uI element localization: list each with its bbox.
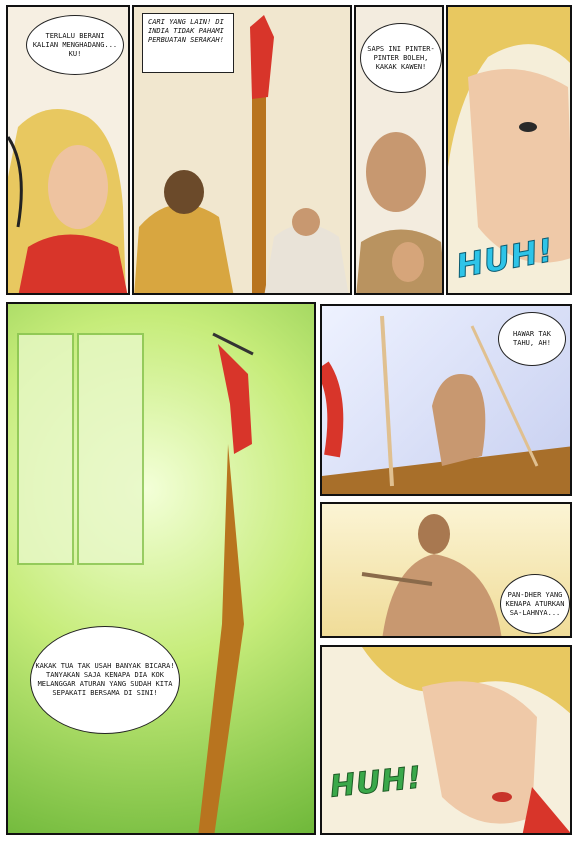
panel-7 — [320, 502, 572, 638]
panel-8 — [320, 645, 572, 835]
speech-bubble-5: KAKAK TUA TAK USAH BANYAK BICARA! TANYAKAN SAJA KENAPA DIA KOK MELANGGAR ATURAN YANG SUDAH KITA SEPAKATI BERSAMA DI SINI! — [30, 626, 180, 734]
panel-5 — [6, 302, 316, 835]
figure-on-pole — [250, 15, 274, 99]
face-shape — [48, 145, 108, 229]
warrior-back-left — [134, 204, 234, 295]
panel-3 — [354, 5, 444, 295]
panel-4 — [446, 5, 572, 295]
figure-on-pole — [218, 344, 252, 454]
pole-shape — [252, 67, 266, 295]
monk-torso — [382, 554, 502, 638]
speech-bubble-6: HAWAR TAK TAHU, AH! — [498, 312, 566, 366]
bald-monk-hand — [392, 242, 424, 282]
temple-pillar-right — [78, 334, 143, 564]
panel-8-art — [322, 647, 572, 835]
bald-monk-head — [366, 132, 426, 212]
speech-bubble-7: PAN-DHER YANG KENAPA ATURKAN SA-LAHNYA... — [500, 574, 570, 634]
panel-1 — [6, 5, 130, 295]
panel-6 — [320, 304, 572, 496]
temple-pillar-left — [18, 334, 73, 564]
warrior-head-right — [292, 208, 320, 236]
sfx-huh-bottom: HUH! — [328, 760, 424, 805]
ribbon-shape — [213, 334, 253, 354]
staff-left — [382, 316, 392, 486]
speech-bubble-3: SAPS INI PINTER-PINTER BOLEH, KAKAK KAWEN! — [360, 23, 442, 93]
sfx-huh-top: HUH! — [453, 230, 557, 286]
face-shape — [422, 681, 537, 823]
monk-head — [418, 514, 450, 554]
pole-shape — [198, 444, 244, 835]
panel-5-art — [8, 304, 316, 835]
lips-shape — [492, 792, 512, 802]
monk-fighting — [432, 374, 485, 466]
robe-shape — [322, 366, 335, 456]
warrior-head-left — [164, 170, 204, 214]
narration-caption-2: CARI YANG LAIN! DI INDIA TIDAK PAHAMI PERBUATAN SERAKAH! — [142, 13, 234, 73]
face-closeup — [468, 69, 572, 263]
panel-2 — [132, 5, 352, 295]
speech-bubble-1: TERLALU BERANI KALIAN MENGHADANG... KU! — [26, 15, 124, 75]
eye-shape — [519, 122, 537, 132]
